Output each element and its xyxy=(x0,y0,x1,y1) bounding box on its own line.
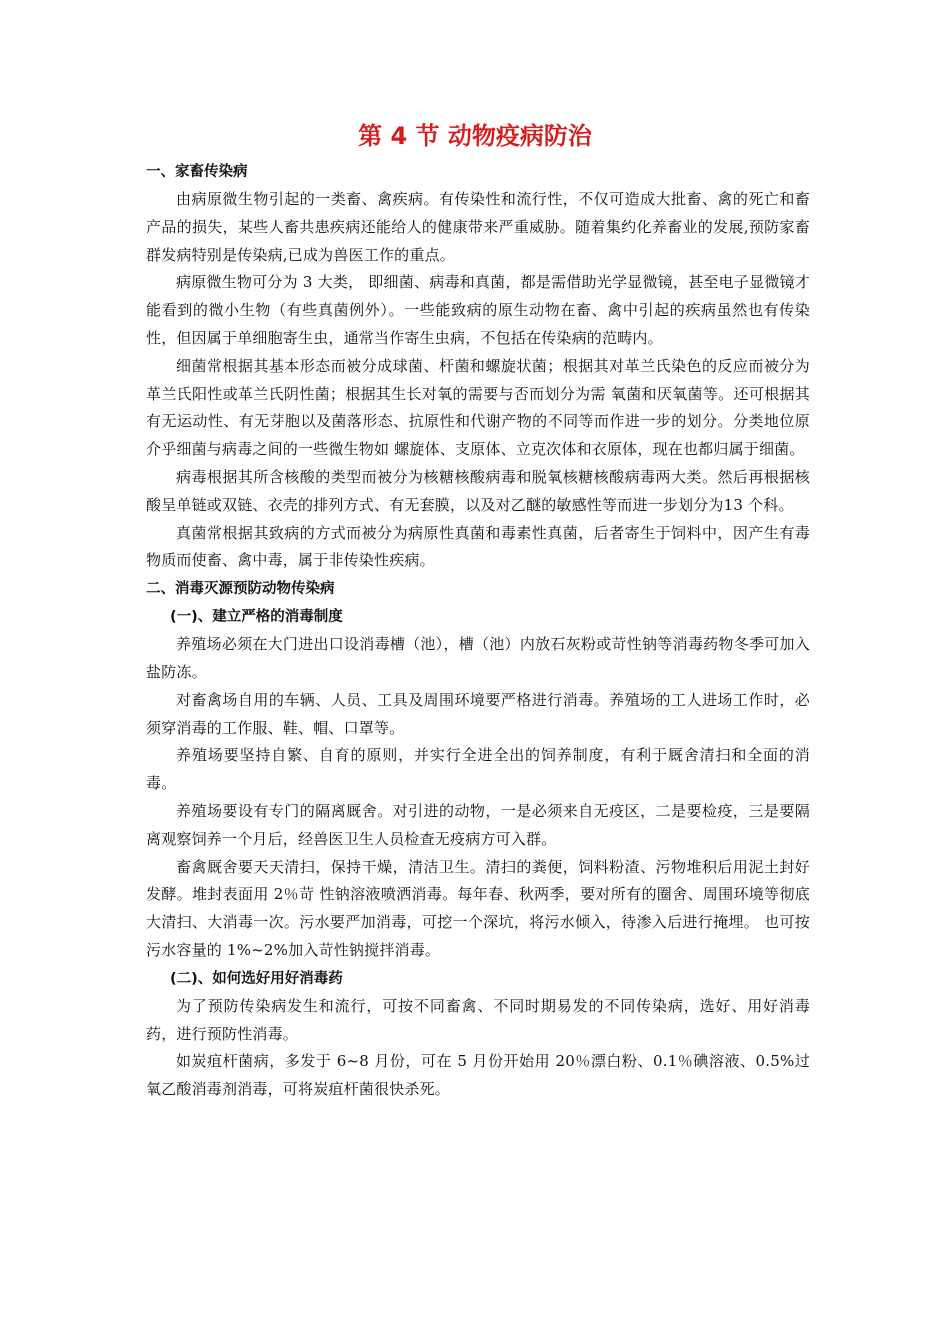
paragraph: 为了预防传染病发生和流行，可按不同畜禽、不同时期易发的不同传染病，选好、用好消毒药，进行预防性消毒。 xyxy=(146,996,810,1043)
paragraph: 真菌常根据其致病的方式而被分为病原性真菌和毒素性真菌，后者寄生于饲料中，因产生有毒物质而使畜、禽中毒，属于非传染性疾病。 xyxy=(146,523,810,570)
paragraph: 养殖场要设有专门的隔离厩舍。对引进的动物，一是必须来自无疫区，二是要检疫，三是要隔离观察饲养一个月后，经兽医卫生人员检查无疫病方可入群。 xyxy=(146,801,810,848)
subsection-heading: (二)、如何选好用好消毒药 xyxy=(170,970,343,987)
subsection-heading: (一)、建立严格的消毒制度 xyxy=(170,609,343,626)
paragraph: 病毒根据其所含核酸的类型而被分为核糖核酸病毒和脱氧核糖核酸病毒两大类。然后再根据核酸呈单链或双链、衣壳的排列方式、有无套膜，以及对乙醚的敏感性等而进一步划分为13 个科。 xyxy=(146,467,810,514)
paragraph: 养殖场要坚持自繁、自育的原则，并实行全进全出的饲养制度，有利于厩舍清扫和全面的消毒。 xyxy=(146,746,810,793)
paragraph: 畜禽厩舍要天天清扫，保持干燥，清洁卫生。清扫的粪便，饲料粉渣、污物堆积后用泥土封好发酵。堆封表面用 2％苛 性钠溶液喷洒消毒。每年春、秋两季，要对所有的圈舍、周围环境等彻底大清扫、大消毒一次。污水要严加消毒，可挖一个深坑，将污水倾入，待渗入后进行掩埋。 也可按污水容量的 1%~2%加入苛性钠搅拌消毒。 xyxy=(146,857,810,959)
page-title: 第 4 节 动物疫病防治 xyxy=(358,122,592,150)
paragraph: 细菌常根据其基本形态而被分成球菌、杆菌和螺旋状菌；根据其对革兰氏染色的反应而被分为革兰氏阳性或革兰氏阴性菌；根据其生长对氧的需要与否而划分为需 氧菌和厌氧菌等。还可根据其有无运动性、有无芽胞以及菌落形态、抗原性和代谢产物的不同等而作进一步的划分。分类地位原介乎细菌与病毒之间的一些微生物如 螺旋体、支原体、立克次体和衣原体，现在也都归属于细菌。 xyxy=(146,356,810,459)
paragraph: 由病原微生物引起的一类畜、禽疾病。有传染性和流行性，不仅可造成大批畜、禽的死亡和畜产品的损失，某些人畜共患疾病还能给人的健康带来严重威胁。随着集约化养畜业的发展,预防家畜群发病特别是传染病,已成为兽医工作的重点。 xyxy=(146,190,810,264)
document-body xyxy=(146,158,810,1104)
paragraph: 养殖场必须在大门进出口设消毒槽（池），槽（池）内放石灰粉或苛性钠等消毒药物冬季可加入盐防冻。 xyxy=(146,635,810,681)
section-heading: 二、消毒灭源预防动物传染病 xyxy=(146,581,335,598)
paragraph: 如炭疽杆菌病，多发于 6~8 月份，可在 5 月份开始用 20％漂白粉、0.1％碘溶液、0.5%过氧乙酸消毒剂消毒，可将炭疽杆菌很快杀死。 xyxy=(146,1052,810,1099)
section-heading: 一、家畜传染病 xyxy=(146,164,248,180)
paragraph: 病原微生物可分为 3 大类， 即细菌、病毒和真菌，都是需借助光学显微镜，甚至电子显微镜才能看到的微小生物（有些真菌例外）。一些能致病的原生动物在畜、禽中引起的疾病虽然也有传染性，但因属于单细胞寄生虫，通常当作寄生虫病，不包括在传染病的范畴内。 xyxy=(146,273,810,347)
paragraph: 对畜禽场自用的车辆、人员、工具及周围环境要严格进行消毒。养殖场的工人进场工作时，必须穿消毒的工作服、鞋、帽、口罩等。 xyxy=(146,690,810,737)
